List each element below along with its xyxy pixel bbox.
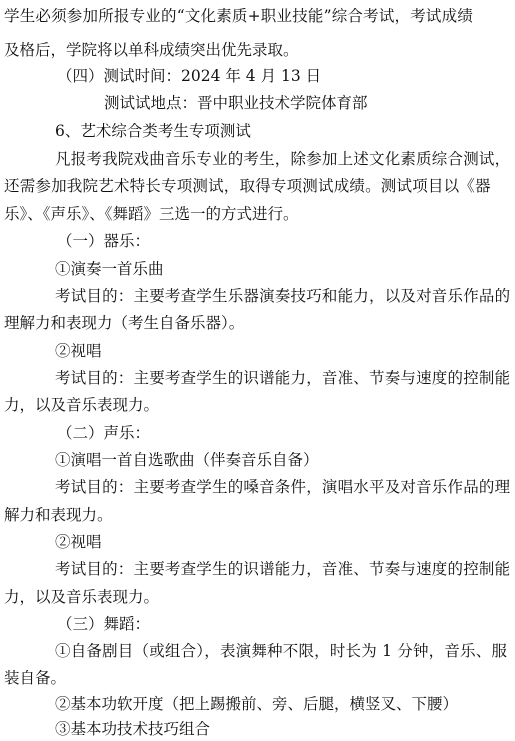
paragraph-line: 还需参加我院艺术特长专项测试，取得专项测试成绩。测试项目以《器 — [4, 177, 491, 195]
paragraph-line: 解力和表现力。 — [4, 506, 113, 524]
paragraph-line: 学生必须参加所报专业的“文化素质+职业技能”综合考试，考试成绩 — [4, 7, 474, 25]
list-item: ②视唱 — [55, 342, 102, 360]
paragraph-line: 装自备。 — [4, 669, 67, 687]
list-item: ②基本功软开度（把上踢搬前、旁、后腿，横竖叉、下腰） — [55, 695, 459, 713]
subsection-heading: （二）声乐： — [57, 424, 151, 442]
section-heading: 6、艺术综合类考生专项测试 — [55, 122, 251, 140]
paragraph-line: 及格后，学院将以单科成绩突出优先录取。 — [4, 41, 299, 59]
subsection-heading: （一）器乐： — [57, 232, 151, 250]
list-item: ①演奏一首乐曲 — [55, 260, 164, 278]
paragraph-line: 考试目的：主要考查学生的嗓音条件，演唱水平及对音乐作品的理 — [55, 478, 511, 496]
paragraph-line: 考试目的：主要考查学生乐器演奏技巧和能力，以及对音乐作品的 — [55, 287, 511, 305]
paragraph-line: 凡报考我院戏曲音乐专业的考生，除参加上述文化素质综合测试， — [55, 150, 511, 168]
list-item: ②视唱 — [55, 533, 102, 551]
paragraph-line: 理解力和表现力（考生自备乐器）。 — [4, 314, 245, 332]
paragraph-line: 力，以及音乐表现力。 — [4, 396, 160, 414]
subsection-heading: （三）舞蹈： — [57, 615, 151, 633]
paragraph-line: 考试目的：主要考查学生的识谱能力，音准、节奏与速度的控制能 — [55, 560, 511, 578]
paragraph-line: 测试试地点：晋中职业技术学院体育部 — [104, 94, 368, 112]
paragraph-line: 考试目的：主要考查学生的识谱能力，音准、节奏与速度的控制能 — [55, 369, 511, 387]
section-heading: （四）测试时间：2024 年 4 月 13 日 — [57, 67, 322, 85]
list-item: ①演唱一首自选歌曲（伴奏音乐自备） — [55, 451, 319, 469]
list-item: ①自备剧目（或组合），表演舞种不限，时长为 1 分钟，音乐、服 — [55, 642, 508, 660]
list-item: ③基本功技术技巧组合 — [55, 720, 211, 738]
paragraph-line: 力，以及音乐表现力。 — [4, 588, 160, 606]
paragraph-line: 乐》、《声乐》、《舞蹈》三选一的方式进行。 — [4, 205, 299, 223]
